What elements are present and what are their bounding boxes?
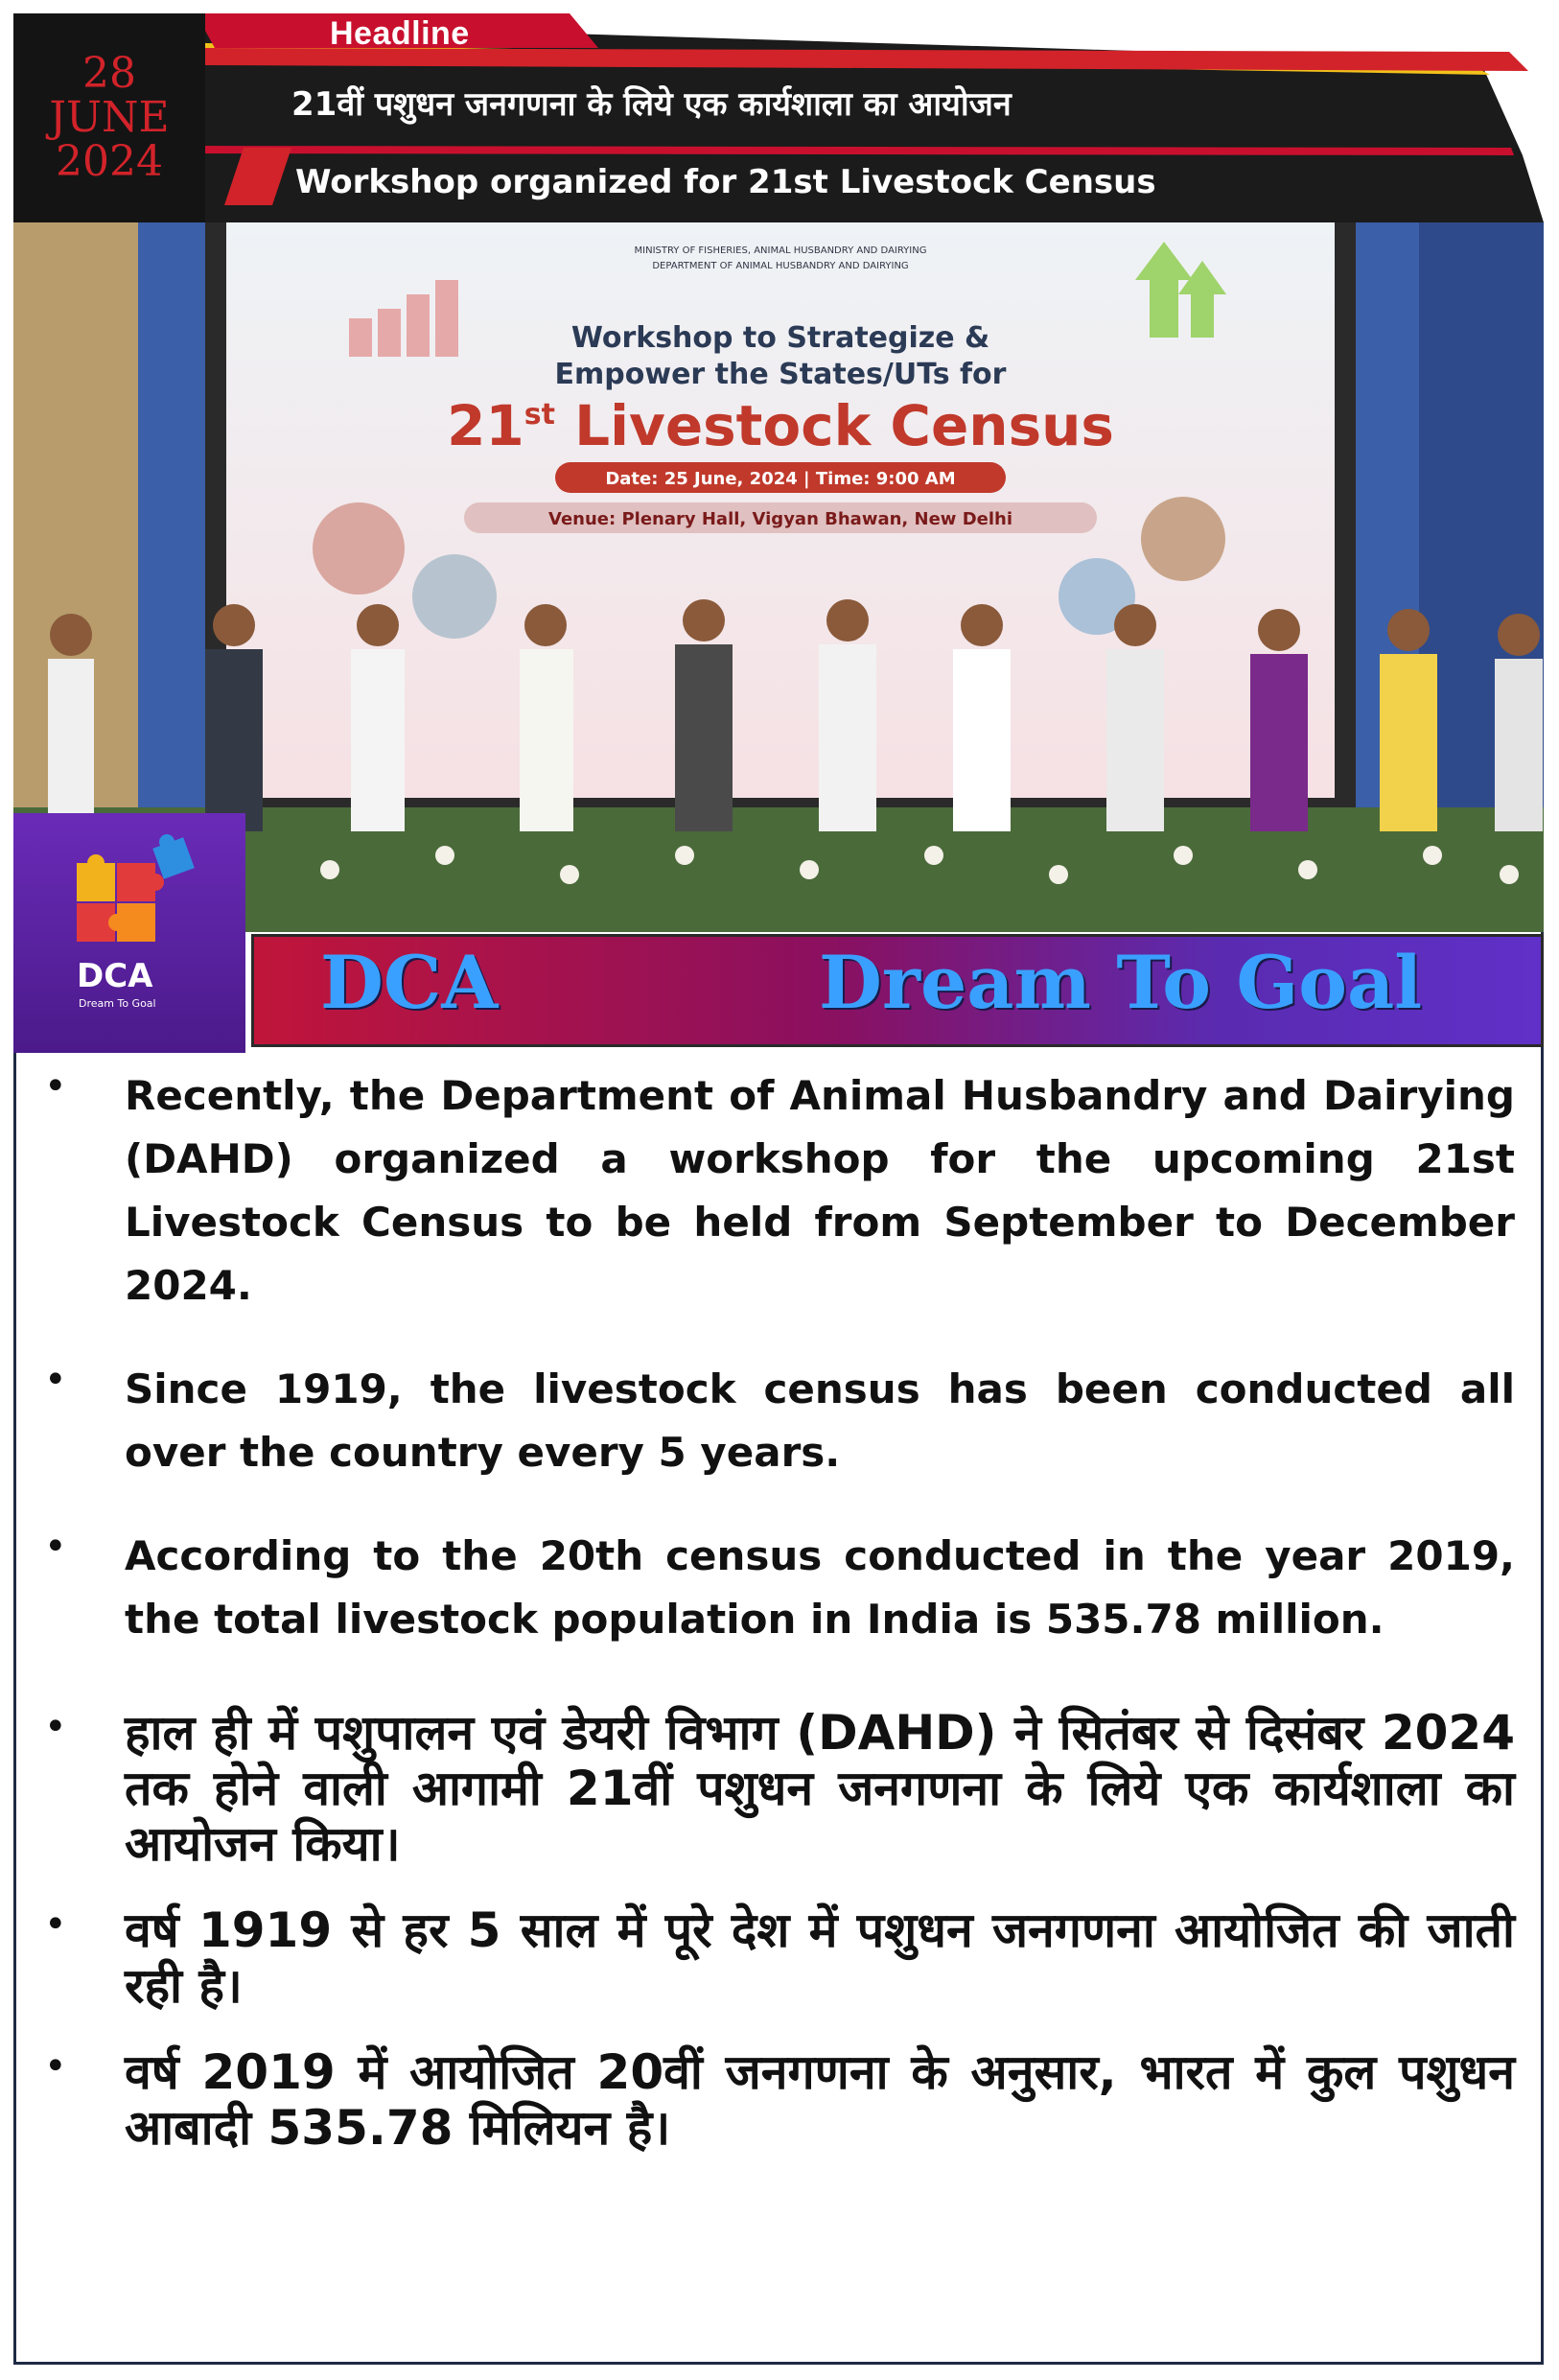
brand-bar xyxy=(13,813,1544,1053)
list-item xyxy=(38,1902,1515,2014)
bullet-icon: • xyxy=(44,1064,67,1108)
headline-tag: Headline xyxy=(330,15,470,52)
screen-line-1: Workshop to Strategize & xyxy=(570,321,990,355)
point-hindi-3: वर्ष 2019 में आयोजित 20वीं जनगणना के अनुसार, भारत में कुल पशुधन आबादी 535.78 मिलियन है। xyxy=(125,2044,1515,2156)
date-day: 28 xyxy=(82,49,136,98)
point-hindi-1: हाल ही में पशुपालन एवं डेयरी विभाग (DAHD) ने सितंबर से दिसंबर 2024 तक होने वाली आगामी 21वीं पशुधन जनगणना के लिये एक कार्यशाला का आयोजन किया। xyxy=(125,1705,1515,1872)
list-item xyxy=(38,1358,1515,1484)
list-item xyxy=(38,1525,1515,1651)
screen-title-num: 21 xyxy=(447,393,524,458)
logo-text: DCA xyxy=(77,957,153,995)
date-badge xyxy=(13,13,205,222)
bullet-icon: • xyxy=(44,1902,67,1947)
screen-title-sup: st xyxy=(524,398,555,432)
ministry-line-1: MINISTRY OF FISHERIES, ANIMAL HUSBANDRY AND DAIRYING xyxy=(634,245,927,256)
screen-venue: Venue: Plenary Hall, Vigyan Bhawan, New Delhi xyxy=(548,509,1012,529)
article-content xyxy=(38,1064,1515,2156)
point-hindi-2: वर्ष 1919 से हर 5 साल में पूरे देश में पशुधन जनगणना आयोजित की जाती रही है। xyxy=(125,1902,1515,2014)
headline-english: Workshop organized for 21st Livestock Census xyxy=(295,163,1156,201)
brand-strip-right: Dream To Goal xyxy=(819,940,1423,1025)
bullet-icon: • xyxy=(44,1705,67,1749)
screen-title-rest: Livestock Census xyxy=(554,393,1114,458)
bullet-icon: • xyxy=(44,1358,67,1402)
dca-logo xyxy=(13,813,245,1053)
point-english-2: Since 1919, the livestock census has been conducted all over the country every 5 years. xyxy=(125,1365,1515,1476)
list-item xyxy=(38,2044,1515,2156)
date-year: 2024 xyxy=(56,137,163,186)
screen-line-2: Empower the States/UTs for xyxy=(554,358,1007,391)
puzzle-icon xyxy=(13,813,245,957)
bullet-icon: • xyxy=(44,1525,67,1569)
list-item xyxy=(38,1064,1515,1318)
list-item xyxy=(38,1705,1515,1872)
headline-hindi: 21वीं पशुधन जनगणना के लिये एक कार्यशाला का आयोजन xyxy=(291,85,1012,124)
brand-strip-left: DCA xyxy=(320,940,499,1025)
bullet-icon: • xyxy=(44,2044,67,2088)
point-english-3: According to the 20th census conducted in the year 2019, the total livestock population in India is 535.78 million. xyxy=(125,1532,1515,1643)
headline-banner xyxy=(13,13,1544,222)
date-month: JUNE xyxy=(49,93,170,142)
ministry-line-2: DEPARTMENT OF ANIMAL HUSBANDRY AND DAIRYING xyxy=(652,261,909,271)
logo-tagline: Dream To Goal xyxy=(79,997,156,1010)
point-english-1: Recently, the Department of Animal Husbandry and Dairying (DAHD) organized a workshop for the upcoming 21st Livestock Census to be held from September to December 2024. xyxy=(125,1072,1515,1309)
screen-date: Date: 25 June, 2024 | Time: 9:00 AM xyxy=(605,469,956,489)
